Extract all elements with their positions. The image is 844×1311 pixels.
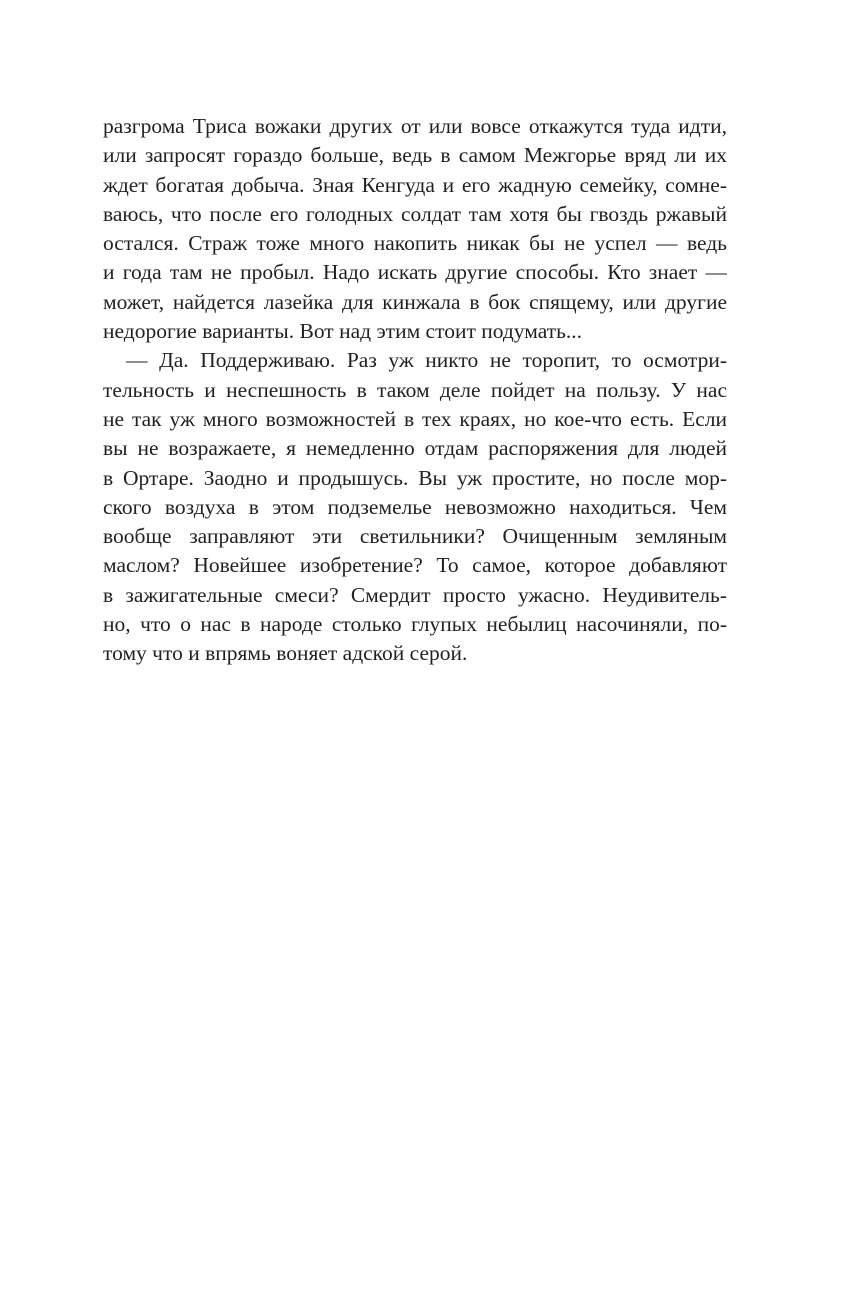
- text-line: ждет богатая добыча. Зная Кенгуда и его жадную семейку, сомне-: [103, 172, 727, 197]
- text-line: и года там не пробыл. Надо искать другие способы. Кто знает —: [103, 260, 727, 285]
- text-line: или запросят гораздо больше, ведь в самом Межгорье вряд ли их: [103, 143, 727, 168]
- text-line: тому что и впрямь воняет адской серой.: [103, 641, 468, 666]
- text-line: но, что о нас в народе столько глупых небылиц насочиняли, по-: [103, 612, 727, 637]
- text-line: — Да. Поддерживаю. Раз уж никто не торопит, то осмотри-: [126, 348, 727, 373]
- text-line: ского воздуха в этом подземелье невозможно находиться. Чем: [103, 494, 727, 519]
- text-line: остался. Страж тоже много накопить никак бы не успел — ведь: [103, 231, 727, 256]
- body-text: [103, 112, 727, 669]
- text-line: может, найдется лазейка для кинжала в бок спящему, или другие: [103, 289, 727, 314]
- text-line: разгрома Триса вожаки других от или вовсе откажутся туда идти,: [103, 114, 727, 138]
- text-line: ваюсь, что после его голодных солдат там хотя бы гвоздь ржавый: [103, 201, 727, 226]
- text-line: не так уж много возможностей в тех краях, но кое-что есть. Если: [103, 406, 727, 431]
- text-line: тельность и неспешность в таком деле пойдет на пользу. У нас: [103, 377, 727, 402]
- text-line: недорогие варианты. Вот над этим стоит подумать...: [103, 319, 583, 344]
- text-line: в Ортаре. Заодно и продышусь. Вы уж простите, но после мор-: [103, 465, 727, 490]
- text-line: в зажигательные смеси? Смердит просто ужасно. Неудивитель-: [103, 582, 727, 607]
- text-line: маслом? Новейшее изобретение? То самое, которое добавляют: [103, 553, 727, 578]
- text-line: вообще заправляют эти светильники? Очищенным земляным: [103, 524, 727, 549]
- text-line: вы не возражаете, я немедленно отдам распоряжения для людей: [103, 436, 727, 461]
